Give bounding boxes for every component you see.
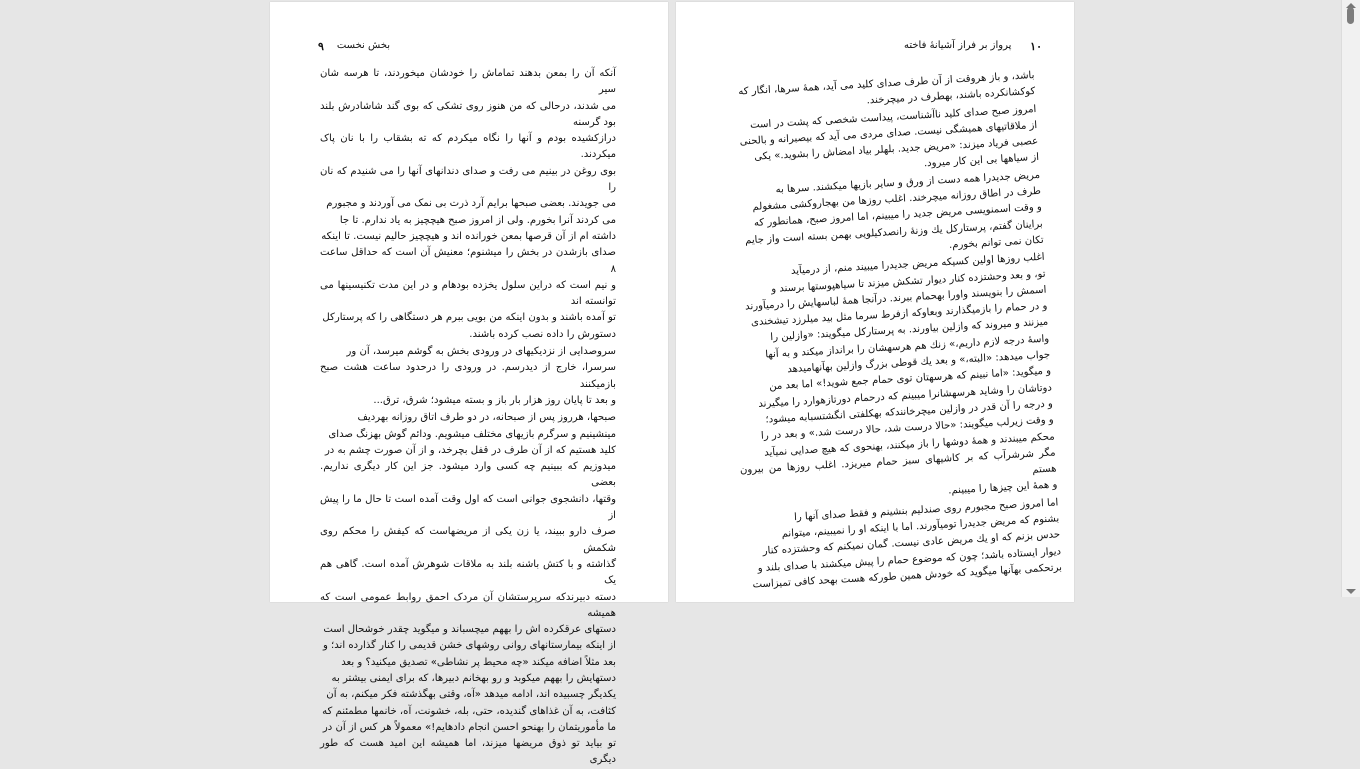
paragraph: اما امروز صبح مجبورم روی صندلیم بنشینم و فقط صدای آنها را بشنوم که مریض جدیدرا تومیآورند. اما با اینکه او را نمیبینم، میتوانم حدس بزنم که او یك مریض عادی نیست. گمان نمیکنم که وحشتزده کنار دیوار ایستاده باشد؛ چون که موضوع حمام را پیش میکشند با صدای بلند و برتحکمی بهآنها میگوید که خودش همین طورکه هست بهحد کافی تمیزاست	[752, 497, 1063, 591]
paragraph: آنکه آن را بمعن بدهند تماماش را خودشان میخوردند، تا هرسه شان سیر می شدند، درحالی که من هنوز روی تشکی که بوی گند شاشادرش بلند بود گرسنه درازکشیده بودم و آنها را نگاه میکردم که ته بشقاب را با نان پاک میکردند. بوی روغن در بینیم می رفت و صدای دندانهای آنها را می شنیدم که نان را می جویدند. بعضی صبحها برایم آرد ذرت بی نمک می آوردند و مجبورم می کردند آنرا بخورم. ولی از امروز صبح هیچچیز به یاد ندارم. تا جا داشته ام از آن قرصها بمعن خورانده اند و هیچچیز حالیم نیست. تا اینکه صدای بازشدن در بخش را میشنوم؛ معنیش آن است که حداقل ساعت ۸ و نیم است که دراین سلول یخزده بودهام و در این مدت تکنیسینها می توانسته اند تو آمده باشند و بدون اینکه من بویی ببرم هر دستگاهی را که پرستارکل دستورش را داده نصب کرده باشند.	[320, 68, 616, 340]
paragraph: امروز صبح صدای کلید ناآشناست، پیداست شخصی که پشت در است از ملاقاتیهای همیشگی نیست. صدای مردی می آید که بیصبرانه و بالحنی عصبی فریاد میزند: «مریض جدید. بلهلر بیاد امضاش را بشوید.» یکی از سیاهها بی این کار میرود.	[739, 103, 1040, 170]
left-page-body	[320, 66, 616, 769]
right-page-header	[904, 40, 1042, 53]
scrollbar-thumb[interactable]	[1347, 7, 1354, 24]
left-page-number: ۹	[318, 40, 324, 53]
left-page-header-title: بخش نخست	[336, 40, 390, 51]
paragraph: صبحها، هرروز پس از صبحانه، در دو طرف اتاق روزانه بهردیف مینشینیم و سرگرم بازیهای مختلف میشویم. ودائم گوش بهزنگ صدای کلید هستیم که از آن طرف در قفل بچرخد، و از آن صورت چشم به در میدوزیم که ببینیم چه کسی وارد میشود. جز این کار دیگری نداریم. بعضی وقتها، دانشجوی جوانی است که اول وقت آمده است تا حال ما را پیش از صرف دارو ببیند، یا زن یکی از مریضهاست که کیفش را محکم روی شکمش گذاشته و با کتش باشنه بلند به ملاقات شوهرش آمده است. گاهی هم یک دسته دبیرندکه سرپرستشان آن مردک احمق روابط عمومی است که همیشه دستهای عرقکرده اش را بههم میچسباند و میگوید چقدر خوشحال است از اینکه بیمارستانهای روانی روشهای خشن قدیمی را کنار گذارده اند؛ و بعد مثلاً اضافه میکند «چه محیط پر نشاطی» تصدیق میکنید؟ و بعد دستهایش را بههم میکوبد و رو بهخانم دبیرها، که برای ایمنی بیشتر به یکدیگر چسبیده اند، ادامه میدهد «آه، وقتی بهگذشته فکر میکنم، به آن کثافت، به آن غذاهای گندیده، حتی، بله، خشونت، آه، خانمها مطمئنم که ما مأموریتمان را بهنحو احسن انجام دادهایم!» معمولاً هر کس از آن در تو بیاید تو ذوق مریضها میزند، اما همیشه این امید هست که طور دیگری	[320, 412, 616, 766]
right-page	[676, 2, 1074, 602]
left-page-header	[318, 40, 390, 53]
scroll-down-icon[interactable]	[1346, 589, 1356, 594]
vertical-scrollbar[interactable]	[1341, 0, 1360, 597]
right-page-body	[718, 68, 1062, 594]
paragraph: مریض جدیدرا همه دست از ورق و سایر بازیها میکشند. سرها به طرف در اطاق روزانه میچرخند. اغلب روزها من بهجاروکشی مشغولم و وقت اسمنویسی مریض جدید را میبینم، اما امروز صبح، همانطور که براینان گفتم، پرستارکل یك وزنهٔ رانصدکیلویی بهمن بسته است واز جایم تکان نمی توانم بخورم.	[744, 169, 1044, 251]
left-page	[270, 2, 668, 766]
paragraph: باشد، و باز هروقت از آن طرف صدای کلید می آید، همهٔ سرها، انگار که کوکشانکرده باشند، بهطرف در میچرخند.	[737, 69, 1036, 107]
right-page-header-title: پرواز بر فراز آشیانهٔ فاخته	[904, 40, 1012, 51]
paragraph: سروصدایی از نزدیکیهای در ورودی بخش به گوشم میرسد، آن ور سرسرا، خارج از دیدرسم. در ورودی را درحدود ساعت هشت صبح بازمیکنند و بعد تا پایان روز هزار بار باز و بسته میشود؛ شرق، ترق...	[320, 346, 616, 406]
paragraph: اغلب روزها اولین کسیکه مریض جدیدرا میبیند منم، از درمیآید تو، و بعد وحشتزده کنار دیوار تشکش میزند تا سیاهپوستها برسند و اسمش را بنویسند واورا بهحمام ببرند. درآنجا همهٔ لباسهایش را درمیآورند و در حمام را بازمیگذارند وبعاوکه ازفرط سرما مثل بید میلرزد تیشخندی میزنند و میروند که وازلین بیاورند. به پرستارکل میگویند: «وازلین را واسهٔ درجه لازم داریم،» زنك هم هرسهشان را برانداز میکند و به آنها جواب میدهد: «البته،» و بعد یك قوطی بزرگ وازلین بهآنهامیدهد و میگوید: «اما نبینم که هرسهتان توی حمام جمع شوید!» اما بعد من دوتاشان را وشاید هرسهشانرا میبینم که درحمام دورتازهوارد را میگیرند و درجه را آن قدر در وازلین میچرخانندکه بهکلفتی انگشتسبابه میشود؛ و وقت زیرلب میگویند: «حالا درست شد، حالا درست شد.» و بعد در را محکم میبندند و همهٔ دوشها را باز میکنند، بهنحوی که هیچ صدایی نمیآید مگر شرشرآب که بر کاشیهای سبز حمام میریزد. اغلب روزها من بیرون هستم و همهٔ این چیزها را میبینم.	[739, 251, 1058, 497]
right-page-number: ۱۰	[1030, 40, 1042, 53]
